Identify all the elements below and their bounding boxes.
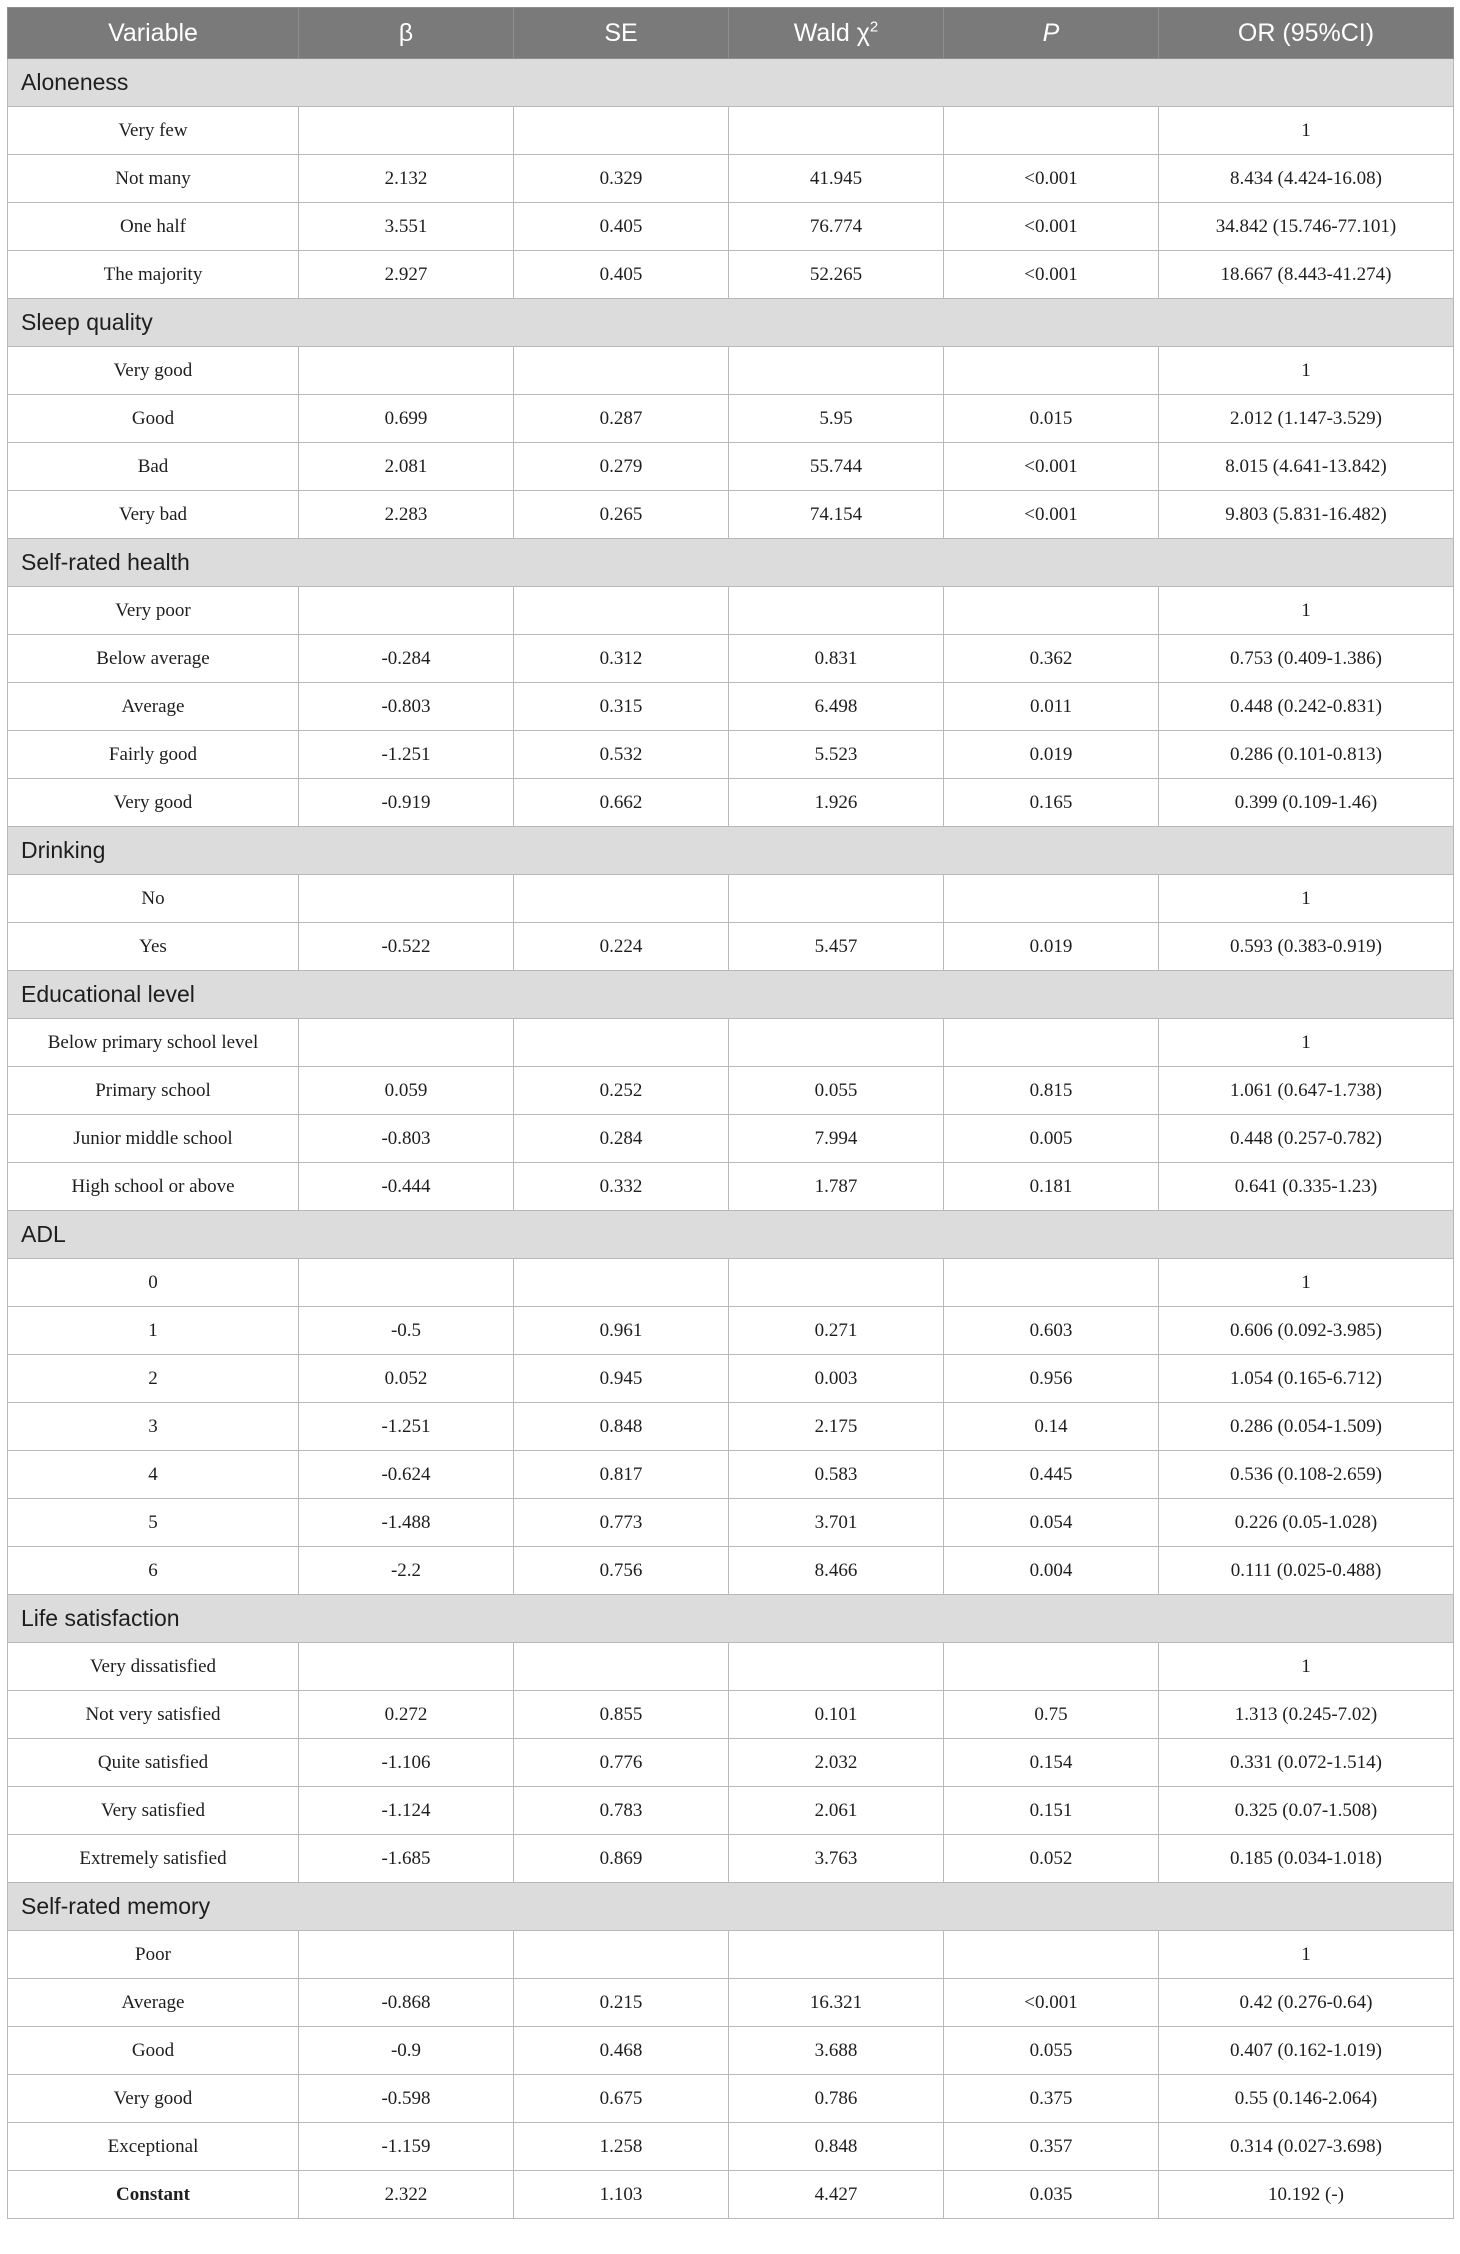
cell-se: 0.817 [514, 1451, 729, 1499]
cell-beta: -1.159 [299, 2123, 514, 2171]
cell-se: 0.783 [514, 1787, 729, 1835]
cell-wald: 6.498 [729, 683, 944, 731]
cell-p: 0.035 [944, 2171, 1159, 2219]
cell-beta: 2.322 [299, 2171, 514, 2219]
cell-label: 4 [8, 1451, 299, 1499]
cell-p: <0.001 [944, 491, 1159, 539]
cell-se: 0.224 [514, 923, 729, 971]
table-row [8, 635, 1454, 683]
cell-p: <0.001 [944, 1979, 1159, 2027]
cell-label: Very bad [8, 491, 299, 539]
cell-or: 0.407 (0.162-1.019) [1159, 2027, 1454, 2075]
cell-se: 0.773 [514, 1499, 729, 1547]
cell-label: Very few [8, 107, 299, 155]
cell-or: 0.325 (0.07-1.508) [1159, 1787, 1454, 1835]
cell-or: 10.192 (-) [1159, 2171, 1454, 2219]
table-row [8, 1163, 1454, 1211]
cell-or: 0.536 (0.108-2.659) [1159, 1451, 1454, 1499]
header-or: OR (95%CI) [1159, 8, 1454, 59]
cell-beta [299, 1643, 514, 1691]
table-row [8, 1403, 1454, 1451]
cell-se: 0.332 [514, 1163, 729, 1211]
header-beta: β [299, 8, 514, 59]
cell-beta: -0.803 [299, 683, 514, 731]
cell-p: 0.055 [944, 2027, 1159, 2075]
cell-or: 0.314 (0.027-3.698) [1159, 2123, 1454, 2171]
cell-beta: -0.624 [299, 1451, 514, 1499]
cell-or: 0.448 (0.257-0.782) [1159, 1115, 1454, 1163]
table-row [8, 923, 1454, 971]
cell-wald: 41.945 [729, 155, 944, 203]
cell-or: 0.42 (0.276-0.64) [1159, 1979, 1454, 2027]
table-row [8, 731, 1454, 779]
table-row [8, 2027, 1454, 2075]
cell-or: 0.286 (0.054-1.509) [1159, 1403, 1454, 1451]
cell-se: 0.252 [514, 1067, 729, 1115]
cell-or: 1 [1159, 587, 1454, 635]
cell-p [944, 347, 1159, 395]
table-header [8, 8, 1454, 59]
cell-wald: 0.101 [729, 1691, 944, 1739]
cell-p: <0.001 [944, 251, 1159, 299]
table-row [8, 1835, 1454, 1883]
cell-wald: 0.831 [729, 635, 944, 683]
cell-beta: 2.927 [299, 251, 514, 299]
cell-beta: 0.052 [299, 1355, 514, 1403]
cell-or: 0.593 (0.383-0.919) [1159, 923, 1454, 971]
cell-se: 0.532 [514, 731, 729, 779]
cell-p [944, 1019, 1159, 1067]
section-row [8, 827, 1454, 875]
cell-se: 0.945 [514, 1355, 729, 1403]
table-row [8, 1691, 1454, 1739]
cell-or: 0.399 (0.109-1.46) [1159, 779, 1454, 827]
cell-beta: -2.2 [299, 1547, 514, 1595]
cell-or: 1 [1159, 1643, 1454, 1691]
cell-wald [729, 1019, 944, 1067]
cell-p [944, 875, 1159, 923]
cell-p [944, 587, 1159, 635]
cell-se: 0.279 [514, 443, 729, 491]
table-row [8, 1787, 1454, 1835]
cell-p: 0.445 [944, 1451, 1159, 1499]
cell-p: 0.151 [944, 1787, 1159, 1835]
cell-se: 0.405 [514, 203, 729, 251]
cell-label: Very dissatisfied [8, 1643, 299, 1691]
cell-label: 1 [8, 1307, 299, 1355]
cell-se [514, 107, 729, 155]
cell-wald: 3.701 [729, 1499, 944, 1547]
cell-p [944, 1931, 1159, 1979]
cell-or: 1 [1159, 1931, 1454, 1979]
section-title: Self-rated health [8, 539, 1454, 587]
cell-p: 0.154 [944, 1739, 1159, 1787]
cell-beta: -0.522 [299, 923, 514, 971]
section-title: Self-rated memory [8, 1883, 1454, 1931]
cell-wald: 5.95 [729, 395, 944, 443]
table-row [8, 587, 1454, 635]
cell-wald: 0.848 [729, 2123, 944, 2171]
cell-wald [729, 587, 944, 635]
cell-wald: 8.466 [729, 1547, 944, 1595]
cell-label: Constant [8, 2171, 299, 2219]
table-row [8, 2171, 1454, 2219]
table-row [8, 1547, 1454, 1595]
cell-wald: 1.926 [729, 779, 944, 827]
cell-wald: 0.583 [729, 1451, 944, 1499]
cell-label: Very good [8, 779, 299, 827]
cell-se: 0.468 [514, 2027, 729, 2075]
cell-wald [729, 1643, 944, 1691]
cell-p: 0.815 [944, 1067, 1159, 1115]
cell-se: 0.284 [514, 1115, 729, 1163]
cell-label: Fairly good [8, 731, 299, 779]
table-row [8, 251, 1454, 299]
table-row [8, 1979, 1454, 2027]
cell-p: 0.004 [944, 1547, 1159, 1595]
cell-or: 1.313 (0.245-7.02) [1159, 1691, 1454, 1739]
cell-se: 0.405 [514, 251, 729, 299]
section-title: ADL [8, 1211, 1454, 1259]
cell-se: 0.315 [514, 683, 729, 731]
cell-se [514, 1931, 729, 1979]
cell-p: 0.019 [944, 923, 1159, 971]
cell-label: Below average [8, 635, 299, 683]
cell-label: Poor [8, 1931, 299, 1979]
section-row [8, 59, 1454, 107]
cell-beta: 2.081 [299, 443, 514, 491]
cell-or: 8.015 (4.641-13.842) [1159, 443, 1454, 491]
section-row [8, 1883, 1454, 1931]
table-row [8, 875, 1454, 923]
cell-wald: 4.427 [729, 2171, 944, 2219]
cell-beta: 0.272 [299, 1691, 514, 1739]
cell-or: 1 [1159, 875, 1454, 923]
table-row [8, 2123, 1454, 2171]
cell-beta [299, 1019, 514, 1067]
cell-or: 9.803 (5.831-16.482) [1159, 491, 1454, 539]
table-row [8, 2075, 1454, 2123]
cell-label: Very poor [8, 587, 299, 635]
table-row [8, 395, 1454, 443]
cell-se: 0.265 [514, 491, 729, 539]
cell-wald [729, 875, 944, 923]
cell-se: 0.675 [514, 2075, 729, 2123]
section-title: Aloneness [8, 59, 1454, 107]
table-row [8, 1739, 1454, 1787]
section-title: Life satisfaction [8, 1595, 1454, 1643]
cell-p: <0.001 [944, 443, 1159, 491]
cell-p: 0.375 [944, 2075, 1159, 2123]
cell-p: 0.603 [944, 1307, 1159, 1355]
cell-p [944, 107, 1159, 155]
cell-or: 0.753 (0.409-1.386) [1159, 635, 1454, 683]
table-row [8, 155, 1454, 203]
cell-or: 0.226 (0.05-1.028) [1159, 1499, 1454, 1547]
cell-or: 0.55 (0.146-2.064) [1159, 2075, 1454, 2123]
cell-se: 0.848 [514, 1403, 729, 1451]
cell-wald: 7.994 [729, 1115, 944, 1163]
cell-label: Yes [8, 923, 299, 971]
cell-beta: -0.598 [299, 2075, 514, 2123]
cell-wald: 55.744 [729, 443, 944, 491]
cell-se [514, 587, 729, 635]
cell-wald: 2.061 [729, 1787, 944, 1835]
cell-label: 2 [8, 1355, 299, 1403]
cell-or: 0.606 (0.092-3.985) [1159, 1307, 1454, 1355]
cell-label: Extremely satisfied [8, 1835, 299, 1883]
cell-beta: 0.699 [299, 395, 514, 443]
cell-wald: 0.055 [729, 1067, 944, 1115]
cell-beta [299, 347, 514, 395]
cell-label: Very good [8, 2075, 299, 2123]
cell-wald: 3.688 [729, 2027, 944, 2075]
cell-wald: 74.154 [729, 491, 944, 539]
cell-label: Very good [8, 347, 299, 395]
cell-p: 0.005 [944, 1115, 1159, 1163]
table-row [8, 347, 1454, 395]
cell-se: 0.662 [514, 779, 729, 827]
cell-label: No [8, 875, 299, 923]
cell-wald: 2.032 [729, 1739, 944, 1787]
cell-se [514, 1643, 729, 1691]
cell-beta: -0.284 [299, 635, 514, 683]
section-row [8, 1211, 1454, 1259]
cell-label: One half [8, 203, 299, 251]
cell-beta [299, 587, 514, 635]
table-row [8, 683, 1454, 731]
cell-se: 0.287 [514, 395, 729, 443]
cell-se: 1.258 [514, 2123, 729, 2171]
cell-se [514, 1259, 729, 1307]
cell-beta: -0.919 [299, 779, 514, 827]
table-row [8, 1931, 1454, 1979]
cell-or: 8.434 (4.424-16.08) [1159, 155, 1454, 203]
cell-beta: -1.685 [299, 1835, 514, 1883]
cell-se [514, 347, 729, 395]
cell-or: 0.331 (0.072-1.514) [1159, 1739, 1454, 1787]
cell-or: 0.286 (0.101-0.813) [1159, 731, 1454, 779]
cell-or: 0.448 (0.242-0.831) [1159, 683, 1454, 731]
section-title: Drinking [8, 827, 1454, 875]
cell-wald: 5.523 [729, 731, 944, 779]
cell-p: <0.001 [944, 203, 1159, 251]
table-row [8, 1643, 1454, 1691]
cell-wald: 52.265 [729, 251, 944, 299]
cell-se: 1.103 [514, 2171, 729, 2219]
cell-beta: -1.124 [299, 1787, 514, 1835]
cell-wald [729, 1931, 944, 1979]
header-wald [729, 8, 944, 59]
cell-label: 3 [8, 1403, 299, 1451]
cell-p [944, 1259, 1159, 1307]
cell-label: Exceptional [8, 2123, 299, 2171]
cell-label: Good [8, 395, 299, 443]
cell-or: 1 [1159, 1259, 1454, 1307]
cell-or: 0.185 (0.034-1.018) [1159, 1835, 1454, 1883]
cell-p: 0.75 [944, 1691, 1159, 1739]
cell-label: Quite satisfied [8, 1739, 299, 1787]
cell-beta [299, 875, 514, 923]
cell-se [514, 1019, 729, 1067]
cell-wald: 3.763 [729, 1835, 944, 1883]
cell-or: 18.667 (8.443-41.274) [1159, 251, 1454, 299]
cell-label: Below primary school level [8, 1019, 299, 1067]
section-row [8, 299, 1454, 347]
table-row [8, 1067, 1454, 1115]
table-body [8, 59, 1454, 2219]
cell-label: Average [8, 1979, 299, 2027]
cell-or: 34.842 (15.746-77.101) [1159, 203, 1454, 251]
cell-beta [299, 1931, 514, 1979]
cell-wald: 5.457 [729, 923, 944, 971]
logistic-regression-table [7, 7, 1454, 2219]
cell-or: 1 [1159, 347, 1454, 395]
cell-label: Bad [8, 443, 299, 491]
table-row [8, 1019, 1454, 1067]
cell-p: 0.052 [944, 1835, 1159, 1883]
header-se: SE [514, 8, 729, 59]
cell-p: <0.001 [944, 155, 1159, 203]
cell-beta: -0.868 [299, 1979, 514, 2027]
cell-or: 0.111 (0.025-0.488) [1159, 1547, 1454, 1595]
table-row [8, 107, 1454, 155]
cell-beta: 2.132 [299, 155, 514, 203]
cell-label: Junior middle school [8, 1115, 299, 1163]
cell-label: Average [8, 683, 299, 731]
cell-wald: 1.787 [729, 1163, 944, 1211]
cell-se: 0.215 [514, 1979, 729, 2027]
cell-beta: -0.803 [299, 1115, 514, 1163]
cell-label: The majority [8, 251, 299, 299]
cell-p: 0.362 [944, 635, 1159, 683]
cell-or: 1.054 (0.165-6.712) [1159, 1355, 1454, 1403]
cell-label: 0 [8, 1259, 299, 1307]
table-row [8, 203, 1454, 251]
cell-wald [729, 107, 944, 155]
cell-beta: 3.551 [299, 203, 514, 251]
table-row [8, 779, 1454, 827]
cell-label: Good [8, 2027, 299, 2075]
cell-wald: 2.175 [729, 1403, 944, 1451]
table-row [8, 1259, 1454, 1307]
header-wald-superscript: 2 [869, 18, 879, 36]
cell-label: 5 [8, 1499, 299, 1547]
cell-wald: 0.271 [729, 1307, 944, 1355]
cell-p: 0.357 [944, 2123, 1159, 2171]
cell-beta: -1.106 [299, 1739, 514, 1787]
header-variable: Variable [8, 8, 299, 59]
regression-table-container [7, 7, 1453, 2219]
cell-beta [299, 1259, 514, 1307]
cell-se: 0.961 [514, 1307, 729, 1355]
cell-se: 0.312 [514, 635, 729, 683]
cell-or: 1.061 (0.647-1.738) [1159, 1067, 1454, 1115]
cell-or: 1 [1159, 1019, 1454, 1067]
cell-beta [299, 107, 514, 155]
cell-se: 0.855 [514, 1691, 729, 1739]
cell-label: 6 [8, 1547, 299, 1595]
cell-beta: -0.9 [299, 2027, 514, 2075]
cell-wald [729, 1259, 944, 1307]
cell-or: 0.641 (0.335-1.23) [1159, 1163, 1454, 1211]
cell-p [944, 1643, 1159, 1691]
cell-beta: 0.059 [299, 1067, 514, 1115]
cell-or: 2.012 (1.147-3.529) [1159, 395, 1454, 443]
cell-wald: 0.786 [729, 2075, 944, 2123]
cell-se [514, 875, 729, 923]
cell-p: 0.14 [944, 1403, 1159, 1451]
cell-p: 0.181 [944, 1163, 1159, 1211]
section-title: Educational level [8, 971, 1454, 1019]
section-title: Sleep quality [8, 299, 1454, 347]
cell-se: 0.756 [514, 1547, 729, 1595]
cell-wald [729, 347, 944, 395]
header-p: P [944, 8, 1159, 59]
table-row [8, 1115, 1454, 1163]
cell-beta: -0.5 [299, 1307, 514, 1355]
cell-label: Not very satisfied [8, 1691, 299, 1739]
table-row [8, 491, 1454, 539]
table-row [8, 443, 1454, 491]
table-row [8, 1499, 1454, 1547]
table-row [8, 1307, 1454, 1355]
cell-wald: 16.321 [729, 1979, 944, 2027]
cell-se: 0.329 [514, 155, 729, 203]
cell-label: High school or above [8, 1163, 299, 1211]
cell-label: Not many [8, 155, 299, 203]
cell-wald: 76.774 [729, 203, 944, 251]
table-row [8, 1355, 1454, 1403]
cell-wald: 0.003 [729, 1355, 944, 1403]
cell-p: 0.956 [944, 1355, 1159, 1403]
cell-p: 0.015 [944, 395, 1159, 443]
section-row [8, 1595, 1454, 1643]
section-row [8, 539, 1454, 587]
cell-p: 0.019 [944, 731, 1159, 779]
cell-p: 0.011 [944, 683, 1159, 731]
cell-beta: -1.251 [299, 731, 514, 779]
cell-p: 0.054 [944, 1499, 1159, 1547]
cell-se: 0.869 [514, 1835, 729, 1883]
cell-se: 0.776 [514, 1739, 729, 1787]
cell-p: 0.165 [944, 779, 1159, 827]
cell-label: Very satisfied [8, 1787, 299, 1835]
cell-beta: -1.488 [299, 1499, 514, 1547]
header-row [8, 8, 1454, 59]
cell-beta: -0.444 [299, 1163, 514, 1211]
cell-or: 1 [1159, 107, 1454, 155]
table-row [8, 1451, 1454, 1499]
cell-beta: 2.283 [299, 491, 514, 539]
section-row [8, 971, 1454, 1019]
cell-label: Primary school [8, 1067, 299, 1115]
header-wald-label: Wald χ [793, 18, 870, 47]
cell-beta: -1.251 [299, 1403, 514, 1451]
